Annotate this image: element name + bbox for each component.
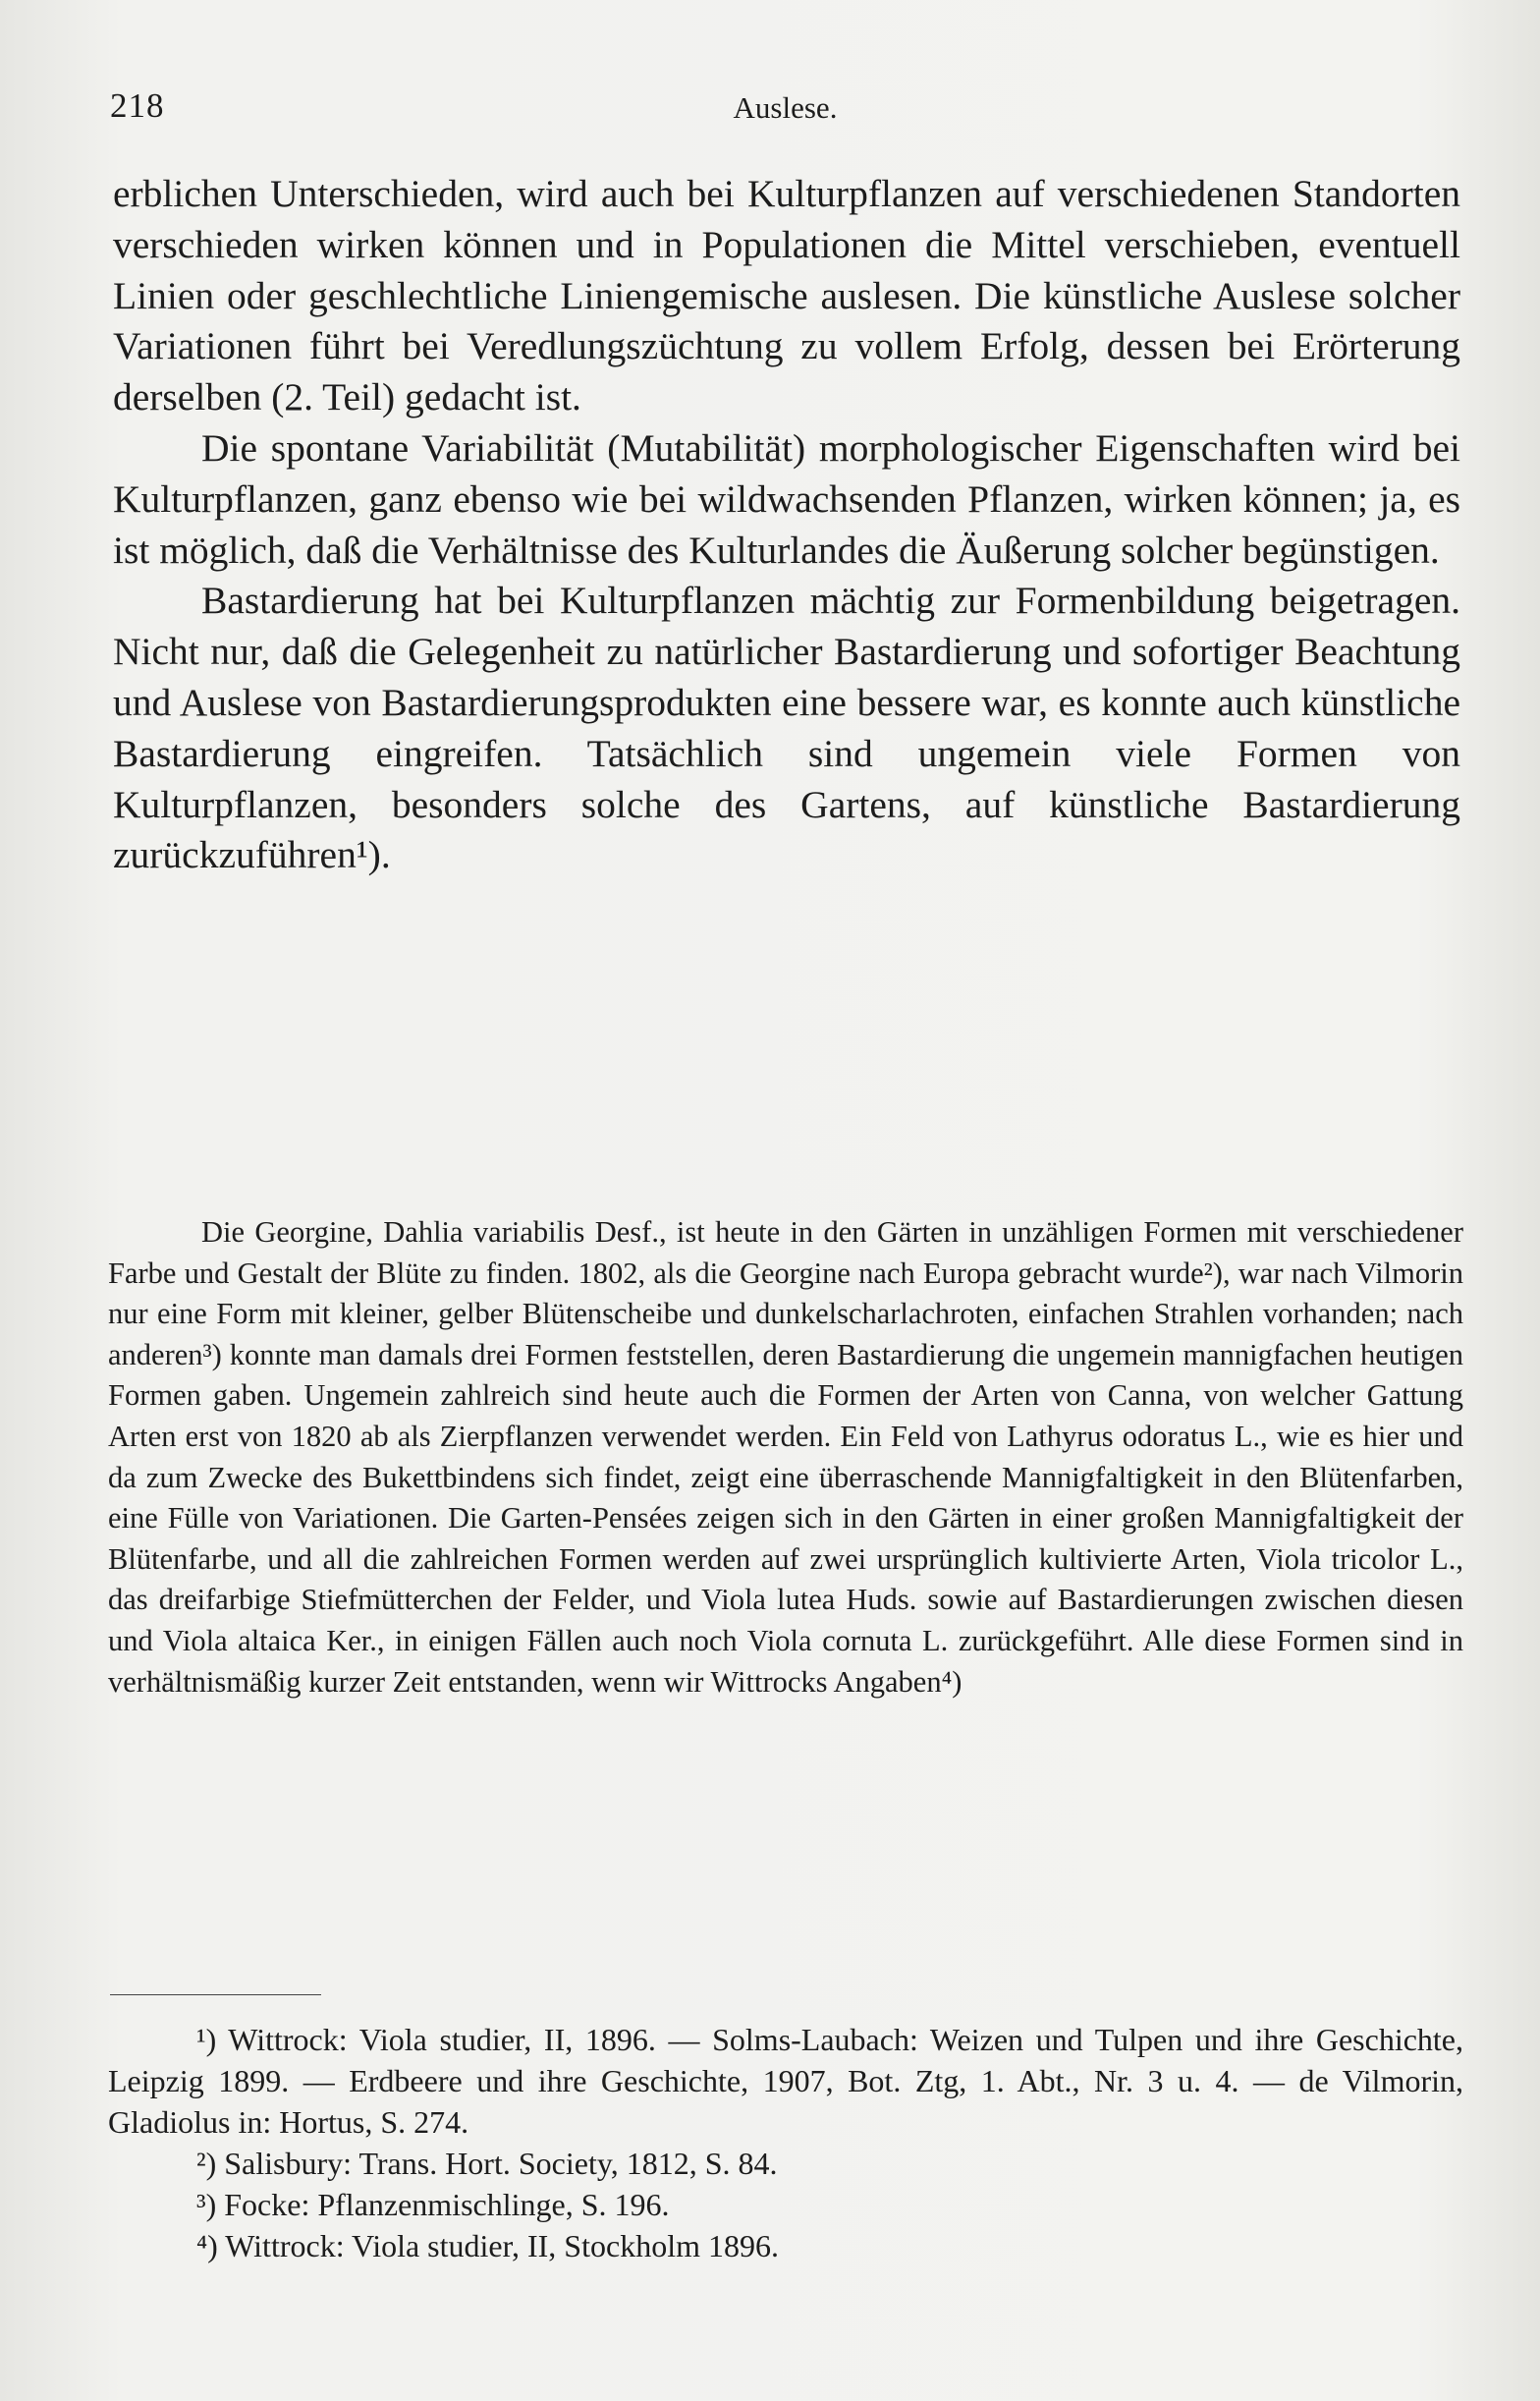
footnote-2: ²) Salisbury: Trans. Hort. Society, 1812, S. 84. xyxy=(196,2146,778,2181)
running-head: Auslese. xyxy=(733,90,838,125)
small-print-section xyxy=(108,1212,1463,1703)
footnote-4: ⁴) Wittrock: Viola studier, II, Stockholm 1896. xyxy=(196,2228,779,2263)
small-print-paragraph: Die Georgine, Dahlia variabilis Desf., ist heute in den Gärten in unzähligen Formen mit verschiedener Farbe und Gestalt der Blüte zu finden. 1802, als die Georgine nach Europa gebracht wurde²), war nach Vilmorin nur eine Form mit kleiner, gelber Blütenscheibe und dunkelscharlachroten, einfachen Strahlen vorhanden; nach anderen³) konnte man damals drei Formen feststellen, deren Bastardierung die ungemein mannigfachen heutigen Formen gaben. Ungemein zahlreich sind heute auch die Formen der Arten von Canna, von welcher Gattung Arten erst von 1820 ab als Zierpflanzen verwendet werden. Ein Feld von Lathyrus odoratus L., wie es hier und da zum Zwecke des Bukettbindens sich findet, zeigt eine überraschende Mannigfaltigkeit in den Blütenfarben, eine Fülle von Variationen. Die Garten-Pensées zeigen sich in den Gärten in einer großen Mannigfaltigkeit der Blütenfarbe, und all die zahlreichen Formen werden auf zwei ursprünglich kultivierte Arten, Viola tricolor L., das dreifarbige Stiefmütterchen der Felder, und Viola lutea Huds. sowie auf Bastardierungen zwischen diesen und Viola altaica Ker., in einigen Fällen auch noch Viola cornuta L. zurückgeführt. Alle diese Formen sind in verhältnismäßig kurzer Zeit entstanden, wenn wir Wittrocks Angaben⁴) xyxy=(108,1215,1463,1699)
paragraph-2: Die spontane Variabilität (Mutabilität) morphologischer Eigenschaften wird bei Kulturpflanzen, ganz ebenso wie bei wildwachsenden Pflanzen, wirken können; ja, es ist möglich, daß die Verhältnisse des Kulturlandes die Äußerung solcher begünstigen. xyxy=(113,425,1460,572)
paragraph-1: erblichen Unterschieden, wird auch bei Kulturpflanzen auf verschiedenen Standorten verschieden wirken können und in Populationen die Mittel verschieben, eventuell Linien oder geschlechtliche Liniengemische auslesen. Die künstliche Auslese solcher Variationen führt bei Veredlungszüchtung zu vollem Erfolg, dessen bei Erörterung derselben (2. Teil) gedacht ist. xyxy=(113,172,1460,419)
paragraph-3: Bastardierung hat bei Kulturpflanzen mächtig zur Formenbildung beigetragen. Nicht nur, daß die Gelegenheit zu natürlicher Bastardierung und sofortiger Beachtung und Auslese von Bastardierungsprodukten eine bessere war, es konnte auch künstliche Bastardierung eingreifen. Tatsächlich sind ungemein viele Formen von Kulturpflanzen, besonders solche des Gartens, auf künstliche Bastardierung zurückzuführen¹). xyxy=(113,579,1460,877)
page-number: 218 xyxy=(110,86,165,125)
footnotes xyxy=(108,2019,1463,2266)
page-header xyxy=(110,86,1460,136)
footnote-divider xyxy=(110,1994,321,1995)
footnote-1: ¹) Wittrock: Viola studier, II, 1896. — Solms-Laubach: Weizen und Tulpen und ihre Geschichte, Leipzig 1899. — Erdbeere und ihre Geschichte, 1907, Bot. Ztg, 1. Abt., Nr. 3 u. 4. — de Vilmorin, Gladiolus in: Hortus, S. 274. xyxy=(108,2022,1463,2140)
main-text xyxy=(113,169,1460,881)
footnote-3: ³) Focke: Pflanzenmischlinge, S. 196. xyxy=(196,2187,670,2222)
